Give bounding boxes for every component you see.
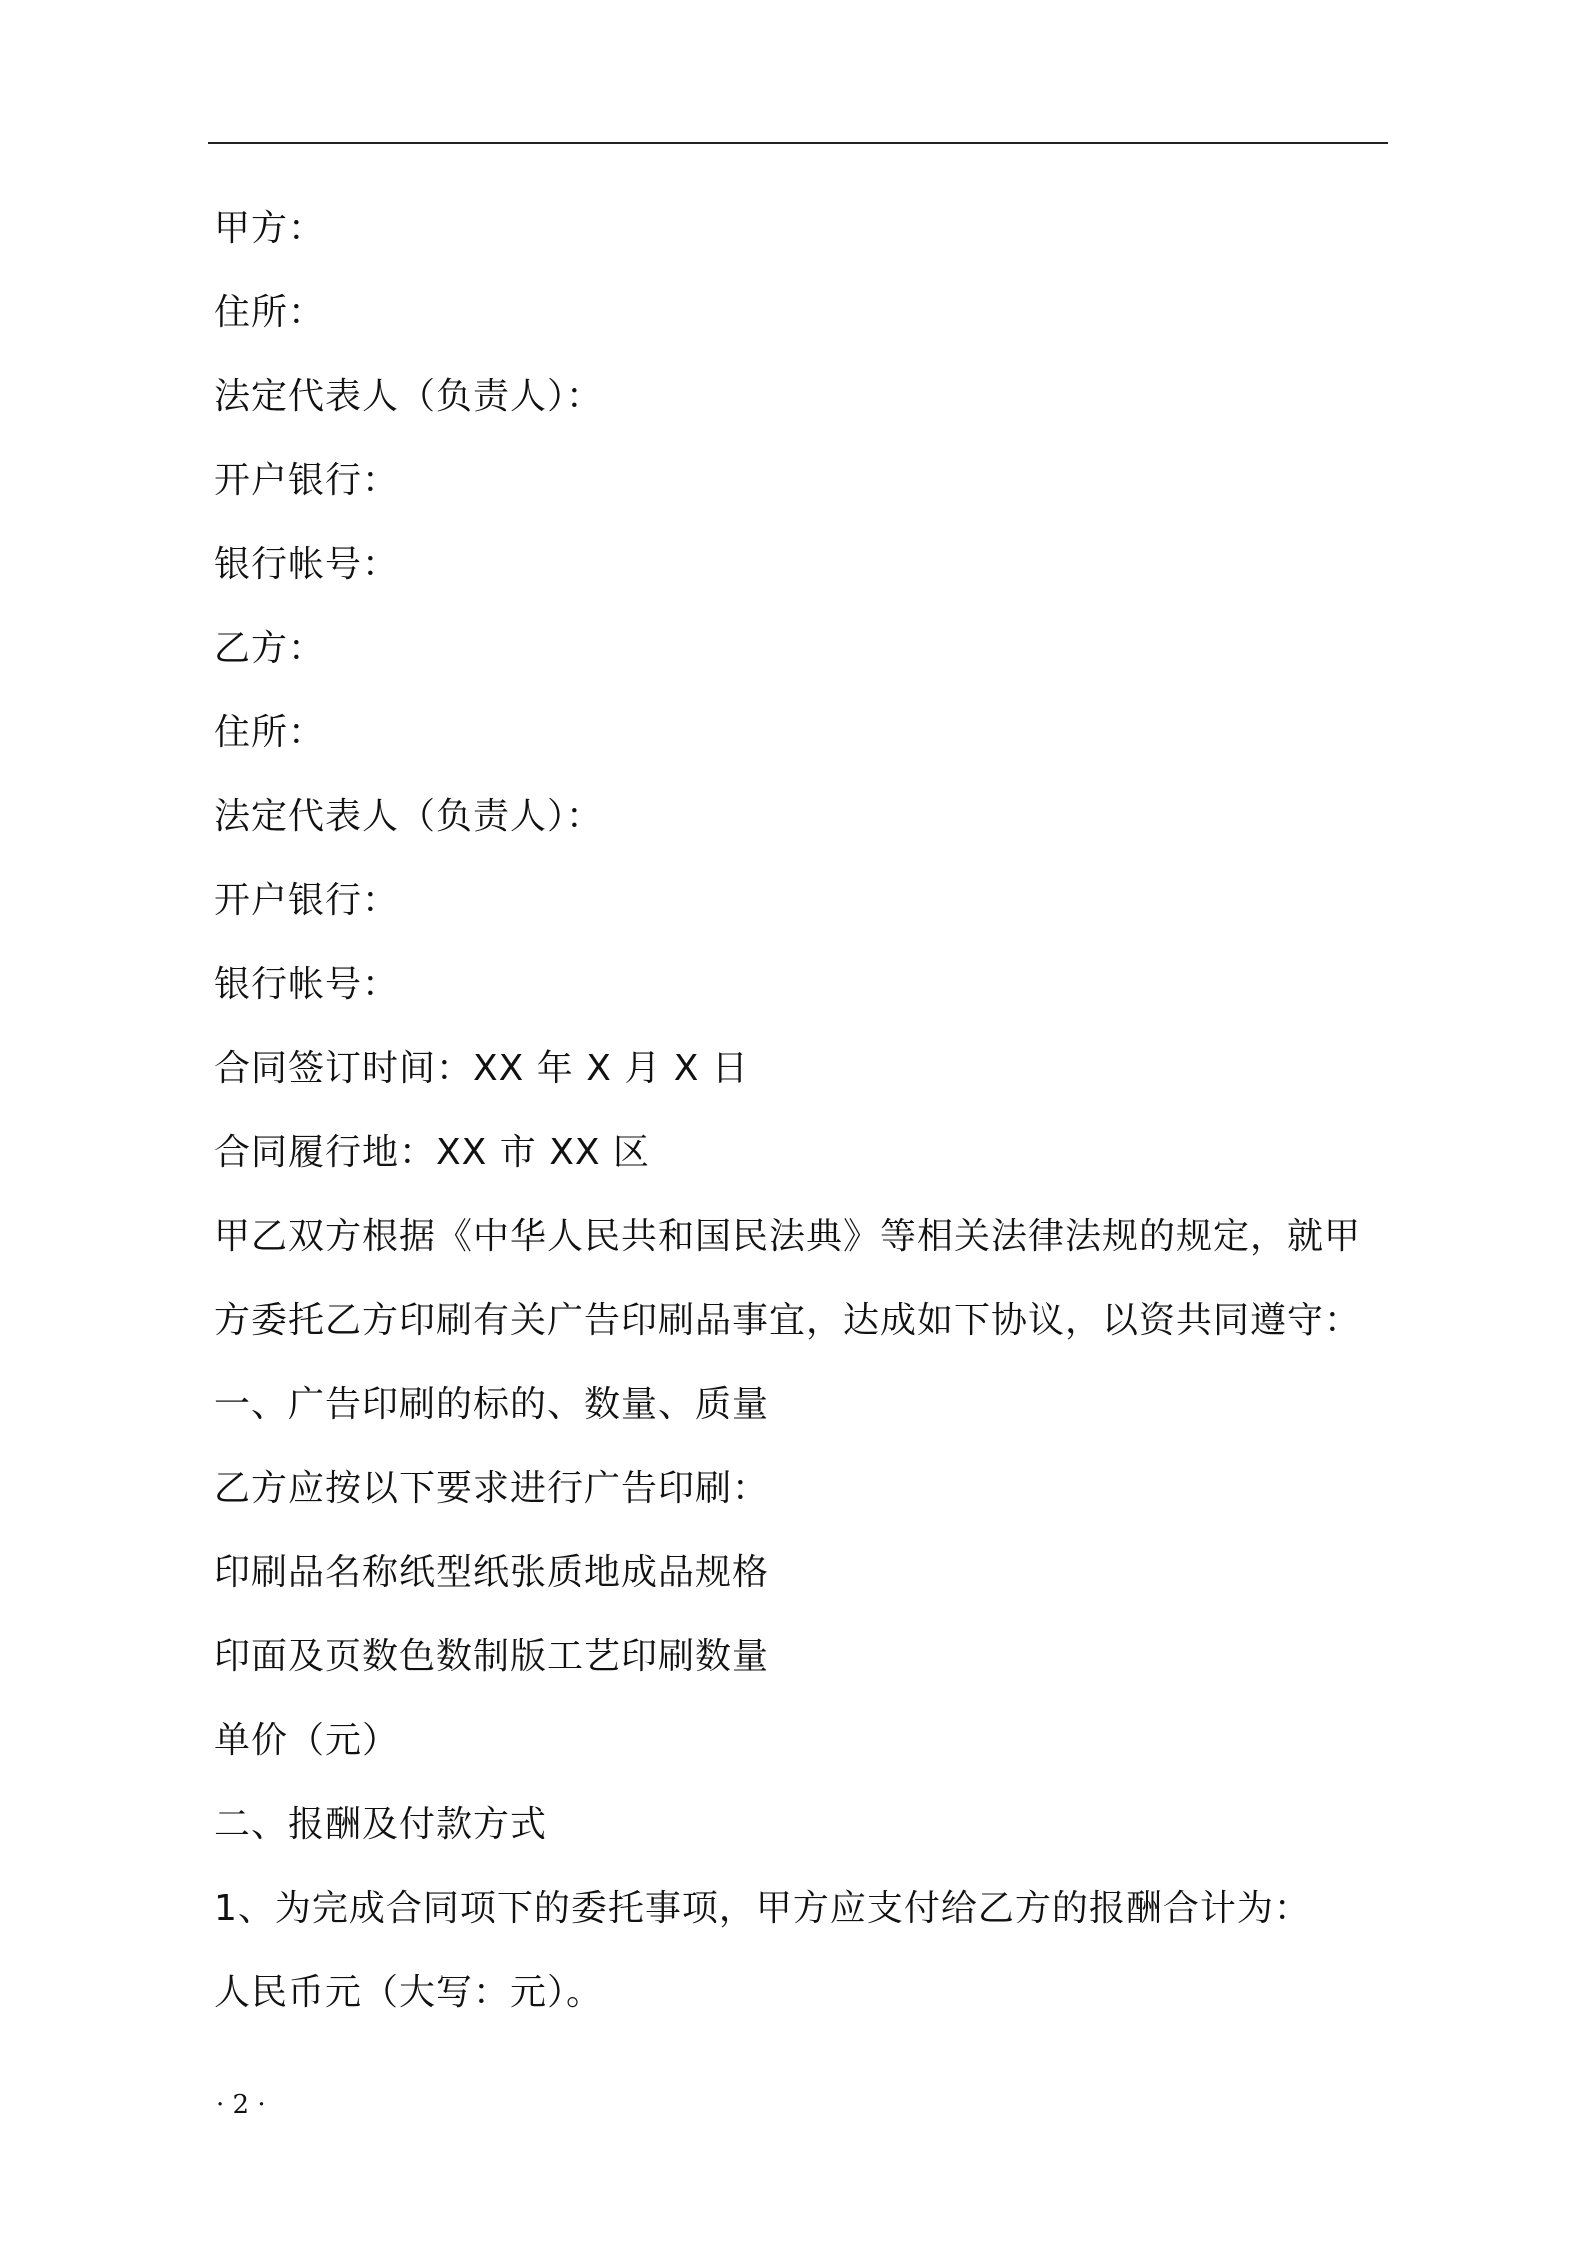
print-spec-line-2: 印面及页数色数制版工艺印刷数量	[214, 1636, 770, 1677]
section-2-heading: 二、报酬及付款方式	[214, 1804, 548, 1845]
document-body	[214, 196, 1384, 2044]
party-a-address-label: 住所：	[214, 292, 326, 333]
signing-date: 合同签订时间：XX 年 X 月 X 日	[214, 1048, 749, 1089]
header-rule	[208, 142, 1388, 144]
section-1-heading: 一、广告印刷的标的、数量、质量	[214, 1384, 770, 1425]
party-a-representative-label: 法定代表人（负责人）：	[214, 376, 604, 417]
performance-place: 合同履行地：XX 市 XX 区	[214, 1132, 650, 1173]
section-1-intro: 乙方应按以下要求进行广告印刷：	[214, 1468, 770, 1509]
unit-price-label: 单价（元）	[214, 1720, 400, 1761]
party-a-account-label: 银行帐号：	[214, 544, 400, 585]
party-a-bank-label: 开户银行：	[214, 460, 400, 501]
page-number: · 2 ·	[216, 2090, 266, 2120]
print-spec-line-1: 印刷品名称纸型纸张质地成品规格	[214, 1552, 770, 1593]
payment-amount: 人民币元（大写：元）。	[214, 1972, 604, 2013]
party-b-address-label: 住所：	[214, 712, 326, 753]
preamble-line-2: 方委托乙方印刷有关广告印刷品事宜，达成如下协议，以资共同遵守：	[214, 1300, 1362, 1341]
party-b-representative-label: 法定代表人（负责人）：	[214, 796, 604, 837]
payment-clause-1: 1、为完成合同项下的委托事项，甲方应支付给乙方的报酬合计为：	[214, 1888, 1311, 1929]
party-b-bank-label: 开户银行：	[214, 880, 400, 921]
preamble-line-1: 甲乙双方根据《中华人民共和国民法典》等相关法律法规的规定，就甲	[214, 1216, 1362, 1257]
party-a-label: 甲方：	[214, 208, 326, 249]
party-b-account-label: 银行帐号：	[214, 964, 400, 1005]
party-b-label: 乙方：	[214, 628, 326, 669]
